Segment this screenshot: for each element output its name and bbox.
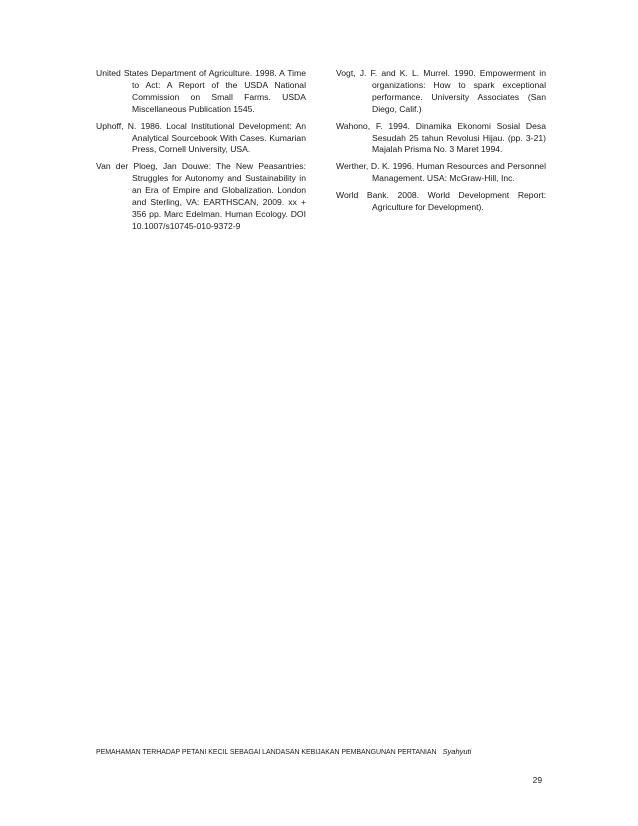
reference-entry: Werther, D. K. 1996. Human Resources and Personnel Management. USA: McGraw-Hill, Inc. <box>336 161 546 184</box>
page-footer <box>96 747 471 756</box>
references-column-right <box>336 68 546 219</box>
reference-entry: Uphoff, N. 1986. Local Institutional Development: An Analytical Sourcebook With Cases. Kumarian Press, Cornell University, USA. <box>96 120 306 155</box>
reference-entry: World Bank. 2008. World Development Report: Agriculture for Development). <box>336 190 546 213</box>
page-number: 29 <box>532 775 542 785</box>
references-column-left <box>96 68 306 238</box>
reference-entry: United States Department of Agriculture. 1998. A Time to Act: A Report of the USDA National Commission on Small Farms. USDA Miscellaneous Publication 1545. <box>96 68 306 114</box>
running-title: PEMAHAMAN TERHADAP PETANI KECIL SEBAGAI LANDASAN KEBIJAKAN PEMBANGUNAN PERTANIAN <box>96 749 437 756</box>
footer-author: Syahyuti <box>442 747 472 756</box>
reference-entry: Vogt, J. F. and K. L. Murrel. 1990. Empowerment in organizations: How to spark exceptional performance. University Associates (San Diego, Calif.) <box>336 68 546 114</box>
reference-entry: Wahono, F. 1994. Dinamika Ekonomi Sosial Desa Sesudah 25 tahun Revolusi Hijau. (pp. 3-21) Majalah Prisma No. 3 Maret 1994. <box>336 120 546 155</box>
reference-entry: Van der Ploeg, Jan Douwe: The New Peasantries: Struggles for Autonomy and Sustainability in an Era of Empire and Globalization. London and Sterling, VA: EARTHSCAN, 2009. xx + 356 pp. Marc Edelman. Human Ecology. DOI 10.1007/s10745-010-9372-9 <box>96 161 306 231</box>
